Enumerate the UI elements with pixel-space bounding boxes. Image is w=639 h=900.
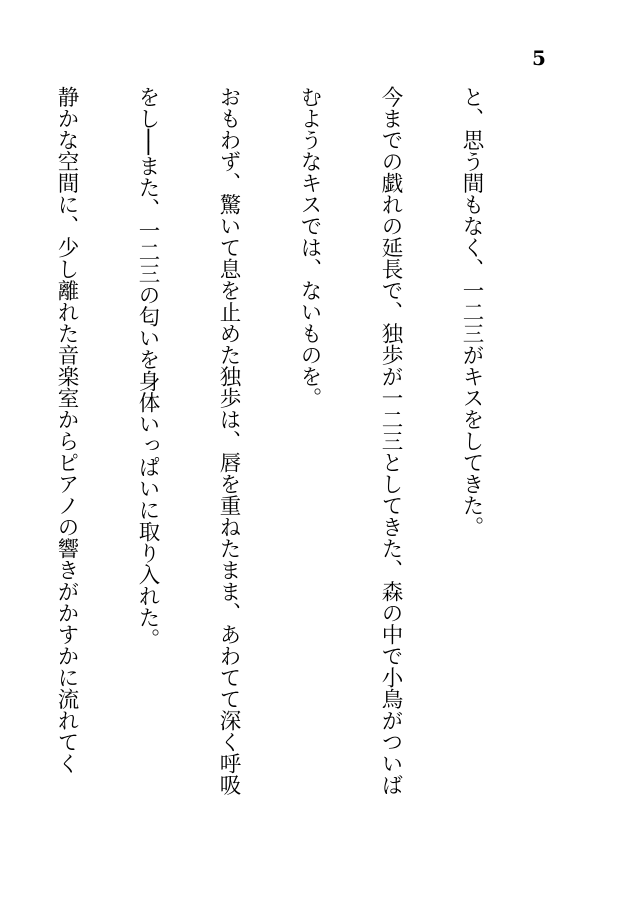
page-number: 5 bbox=[532, 46, 546, 70]
text-line: と、思う間もなく、一二三がキスをしてきた。 bbox=[459, 86, 484, 538]
text-line: おもわず、驚いて息を止めた独歩は、唇を重ねたまま、あわてて深く呼吸 bbox=[216, 86, 241, 796]
body-text bbox=[0, 86, 539, 826]
text-line: をし──また、一二三の匂いを身体いっぱいに取り入れた。 bbox=[135, 86, 160, 650]
text-line: むようなキスでは、ないものを。 bbox=[297, 86, 322, 409]
text-line: 今までの戯れの延長で、独歩が一二三としてきた、森の中で小鳥がついば bbox=[378, 86, 403, 796]
text-line: 静かな空間に、少し離れた音楽室からピアノの響きがかすかに流れてく bbox=[54, 86, 79, 774]
